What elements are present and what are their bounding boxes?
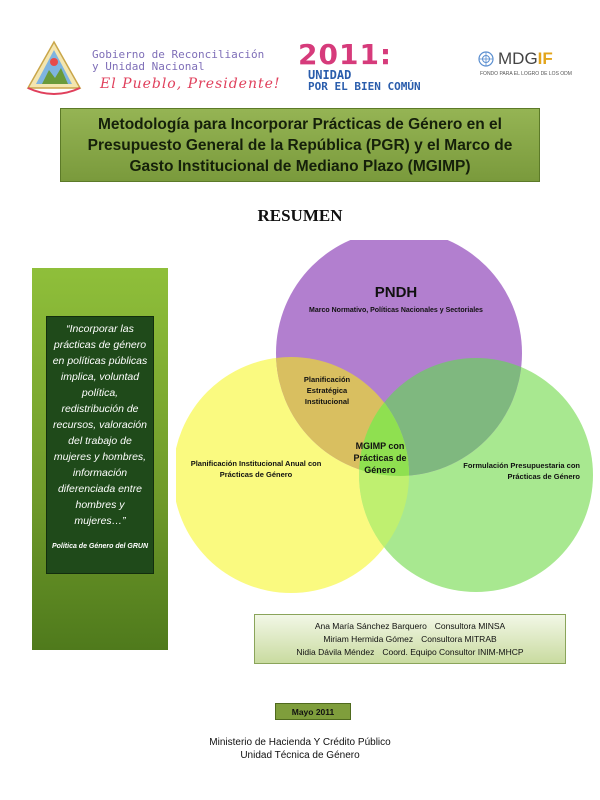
year-line2: POR EL BIEN COMÚN bbox=[308, 80, 421, 93]
author-row bbox=[323, 633, 496, 646]
quote-source: Política de Género del GRUN bbox=[51, 543, 149, 550]
author-row bbox=[315, 620, 505, 633]
unidad-2011-logo bbox=[298, 40, 473, 95]
author-row bbox=[296, 646, 523, 659]
author-name: Ana María Sánchez Barquero bbox=[314, 620, 427, 631]
mdg-logo-accent: IF bbox=[537, 49, 553, 68]
gobierno-logo bbox=[22, 38, 292, 100]
author-name: Miriam Hermida Gómez bbox=[323, 633, 414, 644]
gobierno-line2: y Unidad Nacional bbox=[92, 60, 205, 73]
venn-pndh-title: PNDH bbox=[374, 284, 418, 301]
mdgif-logo bbox=[478, 49, 578, 81]
author-name: Nidia Dávila Méndez bbox=[296, 646, 375, 657]
document-title: Metodología para Incorporar Prácticas de Género en el Presupuesto General de la República (PGR) y el Marco de Gasto Institucional de Mediano Plazo (MGIMP) bbox=[87, 115, 513, 175]
header-logos bbox=[0, 0, 600, 110]
gobierno-line1: Gobierno de Reconciliación bbox=[92, 48, 265, 61]
venn-formulacion-presupuestaria: Formulación Presupuestaria con Prácticas de Género bbox=[463, 461, 580, 481]
un-emblem-icon bbox=[478, 51, 494, 67]
footer bbox=[0, 736, 600, 762]
author-role: Consultora MINSA bbox=[434, 620, 506, 631]
gobierno-slogan: El Pueblo, Presidente! bbox=[100, 76, 281, 92]
mdg-logo-main: MDG bbox=[498, 49, 538, 68]
quote-box bbox=[46, 316, 154, 574]
year-line1: UNIDAD bbox=[308, 68, 352, 82]
side-panel bbox=[32, 268, 168, 650]
mdg-sub: FONDO PARA EL LOGRO DE LOS ODM bbox=[480, 71, 572, 77]
venn-planificacion-anual: Planificación Institucional Anual con Prácticas de Género bbox=[190, 459, 322, 479]
venn-diagram bbox=[176, 240, 596, 600]
venn-mgimp-center: MGIMP con Prácticas de Género bbox=[353, 441, 407, 475]
date-badge: Mayo 2011 bbox=[275, 703, 351, 720]
document-title-box bbox=[60, 108, 540, 182]
quote-text: “Incorporar las prácticas de género en políticas públicas implica, voluntad política, redistribución de recursos, valoración del trabajo de mujeres y hombres, información diferenciada entre hombres y mujeres…” bbox=[52, 323, 148, 527]
authors-box bbox=[254, 614, 566, 664]
mdg-logo-text bbox=[498, 49, 553, 69]
author-role: Consultora MITRAB bbox=[421, 633, 497, 644]
year-logo: 2011: bbox=[298, 38, 393, 71]
nicaragua-emblem-icon bbox=[22, 38, 86, 96]
footer-unit: Unidad Técnica de Género bbox=[240, 750, 360, 761]
venn-pndh-subtitle: Marco Normativo, Políticas Nacionales y Sectoriales bbox=[309, 307, 483, 314]
venn-planificacion-estrategica: Planificación Estratégica Institucional bbox=[303, 375, 351, 406]
footer-ministry: Ministerio de Hacienda Y Crédito Público bbox=[209, 737, 391, 748]
resumen-heading: RESUMEN bbox=[257, 206, 343, 225]
author-role: Coord. Equipo Consultor INIM-MHCP bbox=[382, 646, 524, 657]
